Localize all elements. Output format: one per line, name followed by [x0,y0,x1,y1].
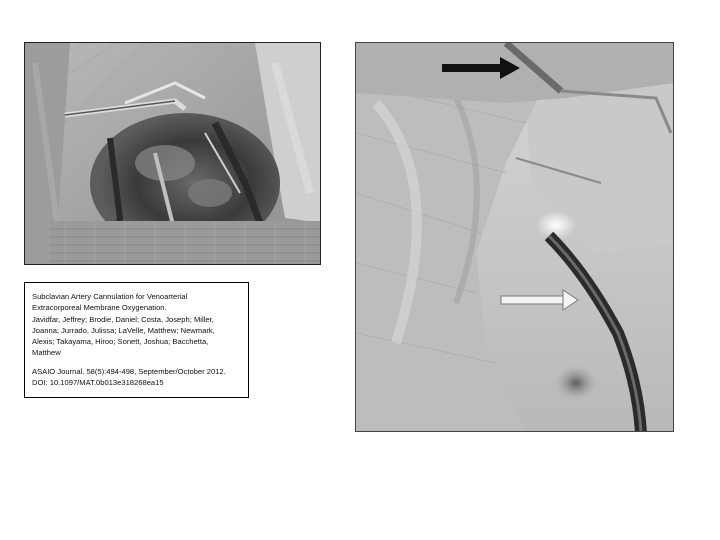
citation-authors-line1: Javidfar, Jeffrey; Brodie, Daniel; Costa, Joseph; Miller, [32,314,214,324]
surgical-field-photo [24,42,321,265]
citation-authors-line2: Joanna; Jurrado, Julissa; LaVelle, Matthew; Newmark, [32,325,215,335]
citation-doi: DOI: 10.1097/MAT.0b013e318268ea15 [32,378,164,388]
citation-box [24,282,249,398]
citation-authors-line3: Alexis; Takayama, Hiroo; Sonett, Joshua; Bacchetta, [32,337,209,347]
citation-title-line2: Extracorporeal Membrane Oxygenation. [32,303,167,313]
citation-authors-line4: Matthew [32,348,61,358]
citation-title-line1: Subclavian Artery Cannulation for Venoarterial [32,292,188,301]
chest-cannula-photo [355,42,674,432]
citation-journal-line1: ASAIO Journal. 58(5):494-498, September/October 2012. [32,366,226,376]
